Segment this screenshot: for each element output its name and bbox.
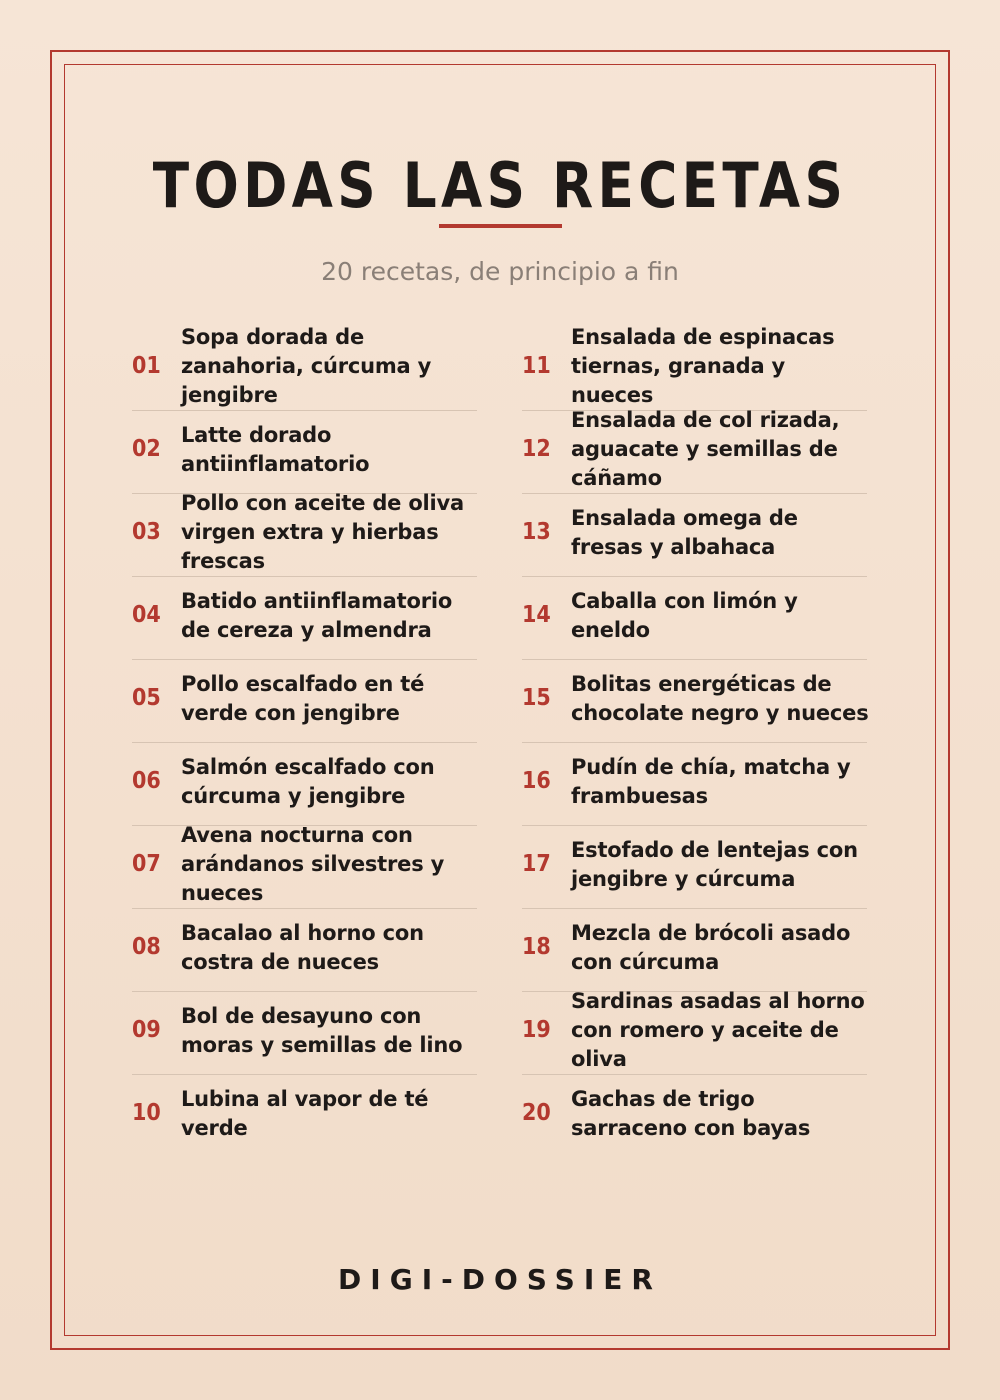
recipe-item bbox=[132, 1075, 477, 1158]
recipe-item bbox=[132, 823, 477, 909]
recipe-number: 09 bbox=[132, 1017, 161, 1043]
recipe-name: Pudín de chía, matcha y frambuesas bbox=[571, 754, 851, 808]
recipe-item bbox=[132, 660, 477, 743]
recipe-number: 13 bbox=[522, 519, 551, 545]
recipe-list-right bbox=[522, 325, 869, 1158]
recipe-item bbox=[522, 989, 867, 1075]
recipe-number: 15 bbox=[522, 685, 551, 711]
recipe-item bbox=[522, 909, 867, 992]
recipe-number: 04 bbox=[132, 602, 161, 628]
recipe-name: Mezcla de brócoli asado con cúrcuma bbox=[571, 920, 851, 974]
recipe-name: Sardinas asadas al horno con romero y aceite de oliva bbox=[571, 989, 865, 1071]
recipe-item bbox=[522, 826, 867, 909]
recipe-item bbox=[522, 325, 867, 411]
recipe-item bbox=[132, 743, 477, 826]
recipe-item bbox=[132, 577, 477, 660]
brand-footer: DIGI-DOSSIER bbox=[338, 1263, 662, 1296]
recipe-item bbox=[522, 577, 867, 660]
recipe-name: Bacalao al horno con costra de nueces bbox=[181, 920, 424, 974]
recipe-number: 11 bbox=[522, 353, 551, 379]
recipe-name: Lubina al vapor de té verde bbox=[181, 1086, 429, 1140]
recipe-name: Batido antiinflamatorio de cereza y almendra bbox=[181, 588, 453, 642]
recipe-number: 05 bbox=[132, 685, 161, 711]
recipe-item bbox=[522, 494, 867, 577]
recipe-item bbox=[132, 325, 477, 411]
recipe-name: Salmón escalfado con cúrcuma y jengibre bbox=[181, 754, 435, 808]
recipe-name: Ensalada omega de fresas y albahaca bbox=[571, 505, 798, 559]
recipe-number: 10 bbox=[132, 1100, 161, 1126]
recipe-list-left bbox=[132, 325, 477, 1158]
recipe-item bbox=[132, 909, 477, 992]
recipe-name: Pollo con aceite de oliva virgen extra y hierbas frescas bbox=[181, 491, 465, 573]
recipe-number: 02 bbox=[132, 436, 161, 462]
recipe-number: 18 bbox=[522, 934, 551, 960]
recipe-item bbox=[522, 408, 867, 494]
page-subtitle: 20 recetas, de principio a fin bbox=[321, 257, 679, 286]
recipe-number: 12 bbox=[522, 436, 551, 462]
recipe-number: 01 bbox=[132, 353, 161, 379]
recipe-item bbox=[132, 411, 477, 494]
recipe-name: Ensalada de espinacas tiernas, granada y nueces bbox=[571, 325, 835, 407]
recipe-item bbox=[522, 1075, 867, 1158]
recipe-name: Bolitas energéticas de chocolate negro y nueces bbox=[571, 671, 869, 725]
recipe-name: Caballa con limón y eneldo bbox=[571, 588, 798, 642]
recipe-name: Latte dorado antiinflamatorio bbox=[181, 422, 370, 476]
recipe-number: 06 bbox=[132, 768, 161, 794]
recipe-name: Gachas de trigo sarraceno con bayas bbox=[571, 1086, 811, 1140]
recipe-number: 19 bbox=[522, 1017, 551, 1043]
recipe-number: 03 bbox=[132, 519, 161, 545]
recipe-number: 08 bbox=[132, 934, 161, 960]
recipe-number: 07 bbox=[132, 851, 161, 877]
recipe-name: Sopa dorada de zanahoria, cúrcuma y jengibre bbox=[181, 325, 432, 407]
recipe-item bbox=[522, 660, 867, 743]
title-underline bbox=[439, 224, 562, 228]
recipe-number: 17 bbox=[522, 851, 551, 877]
recipe-number: 14 bbox=[522, 602, 551, 628]
recipe-item bbox=[132, 491, 477, 577]
recipe-number: 20 bbox=[522, 1100, 551, 1126]
recipe-item bbox=[522, 743, 867, 826]
recipe-name: Pollo escalfado en té verde con jengibre bbox=[181, 671, 425, 725]
recipe-name: Estofado de lentejas con jengibre y cúrcuma bbox=[571, 837, 858, 891]
recipe-item bbox=[132, 992, 477, 1075]
recipe-number: 16 bbox=[522, 768, 551, 794]
recipe-name: Ensalada de col rizada, aguacate y semillas de cáñamo bbox=[571, 408, 840, 490]
recipe-name: Avena nocturna con arándanos silvestres y nueces bbox=[181, 823, 445, 905]
recipe-name: Bol de desayuno con moras y semillas de lino bbox=[181, 1003, 463, 1057]
page-title: TODAS LAS RECETAS bbox=[152, 149, 848, 222]
